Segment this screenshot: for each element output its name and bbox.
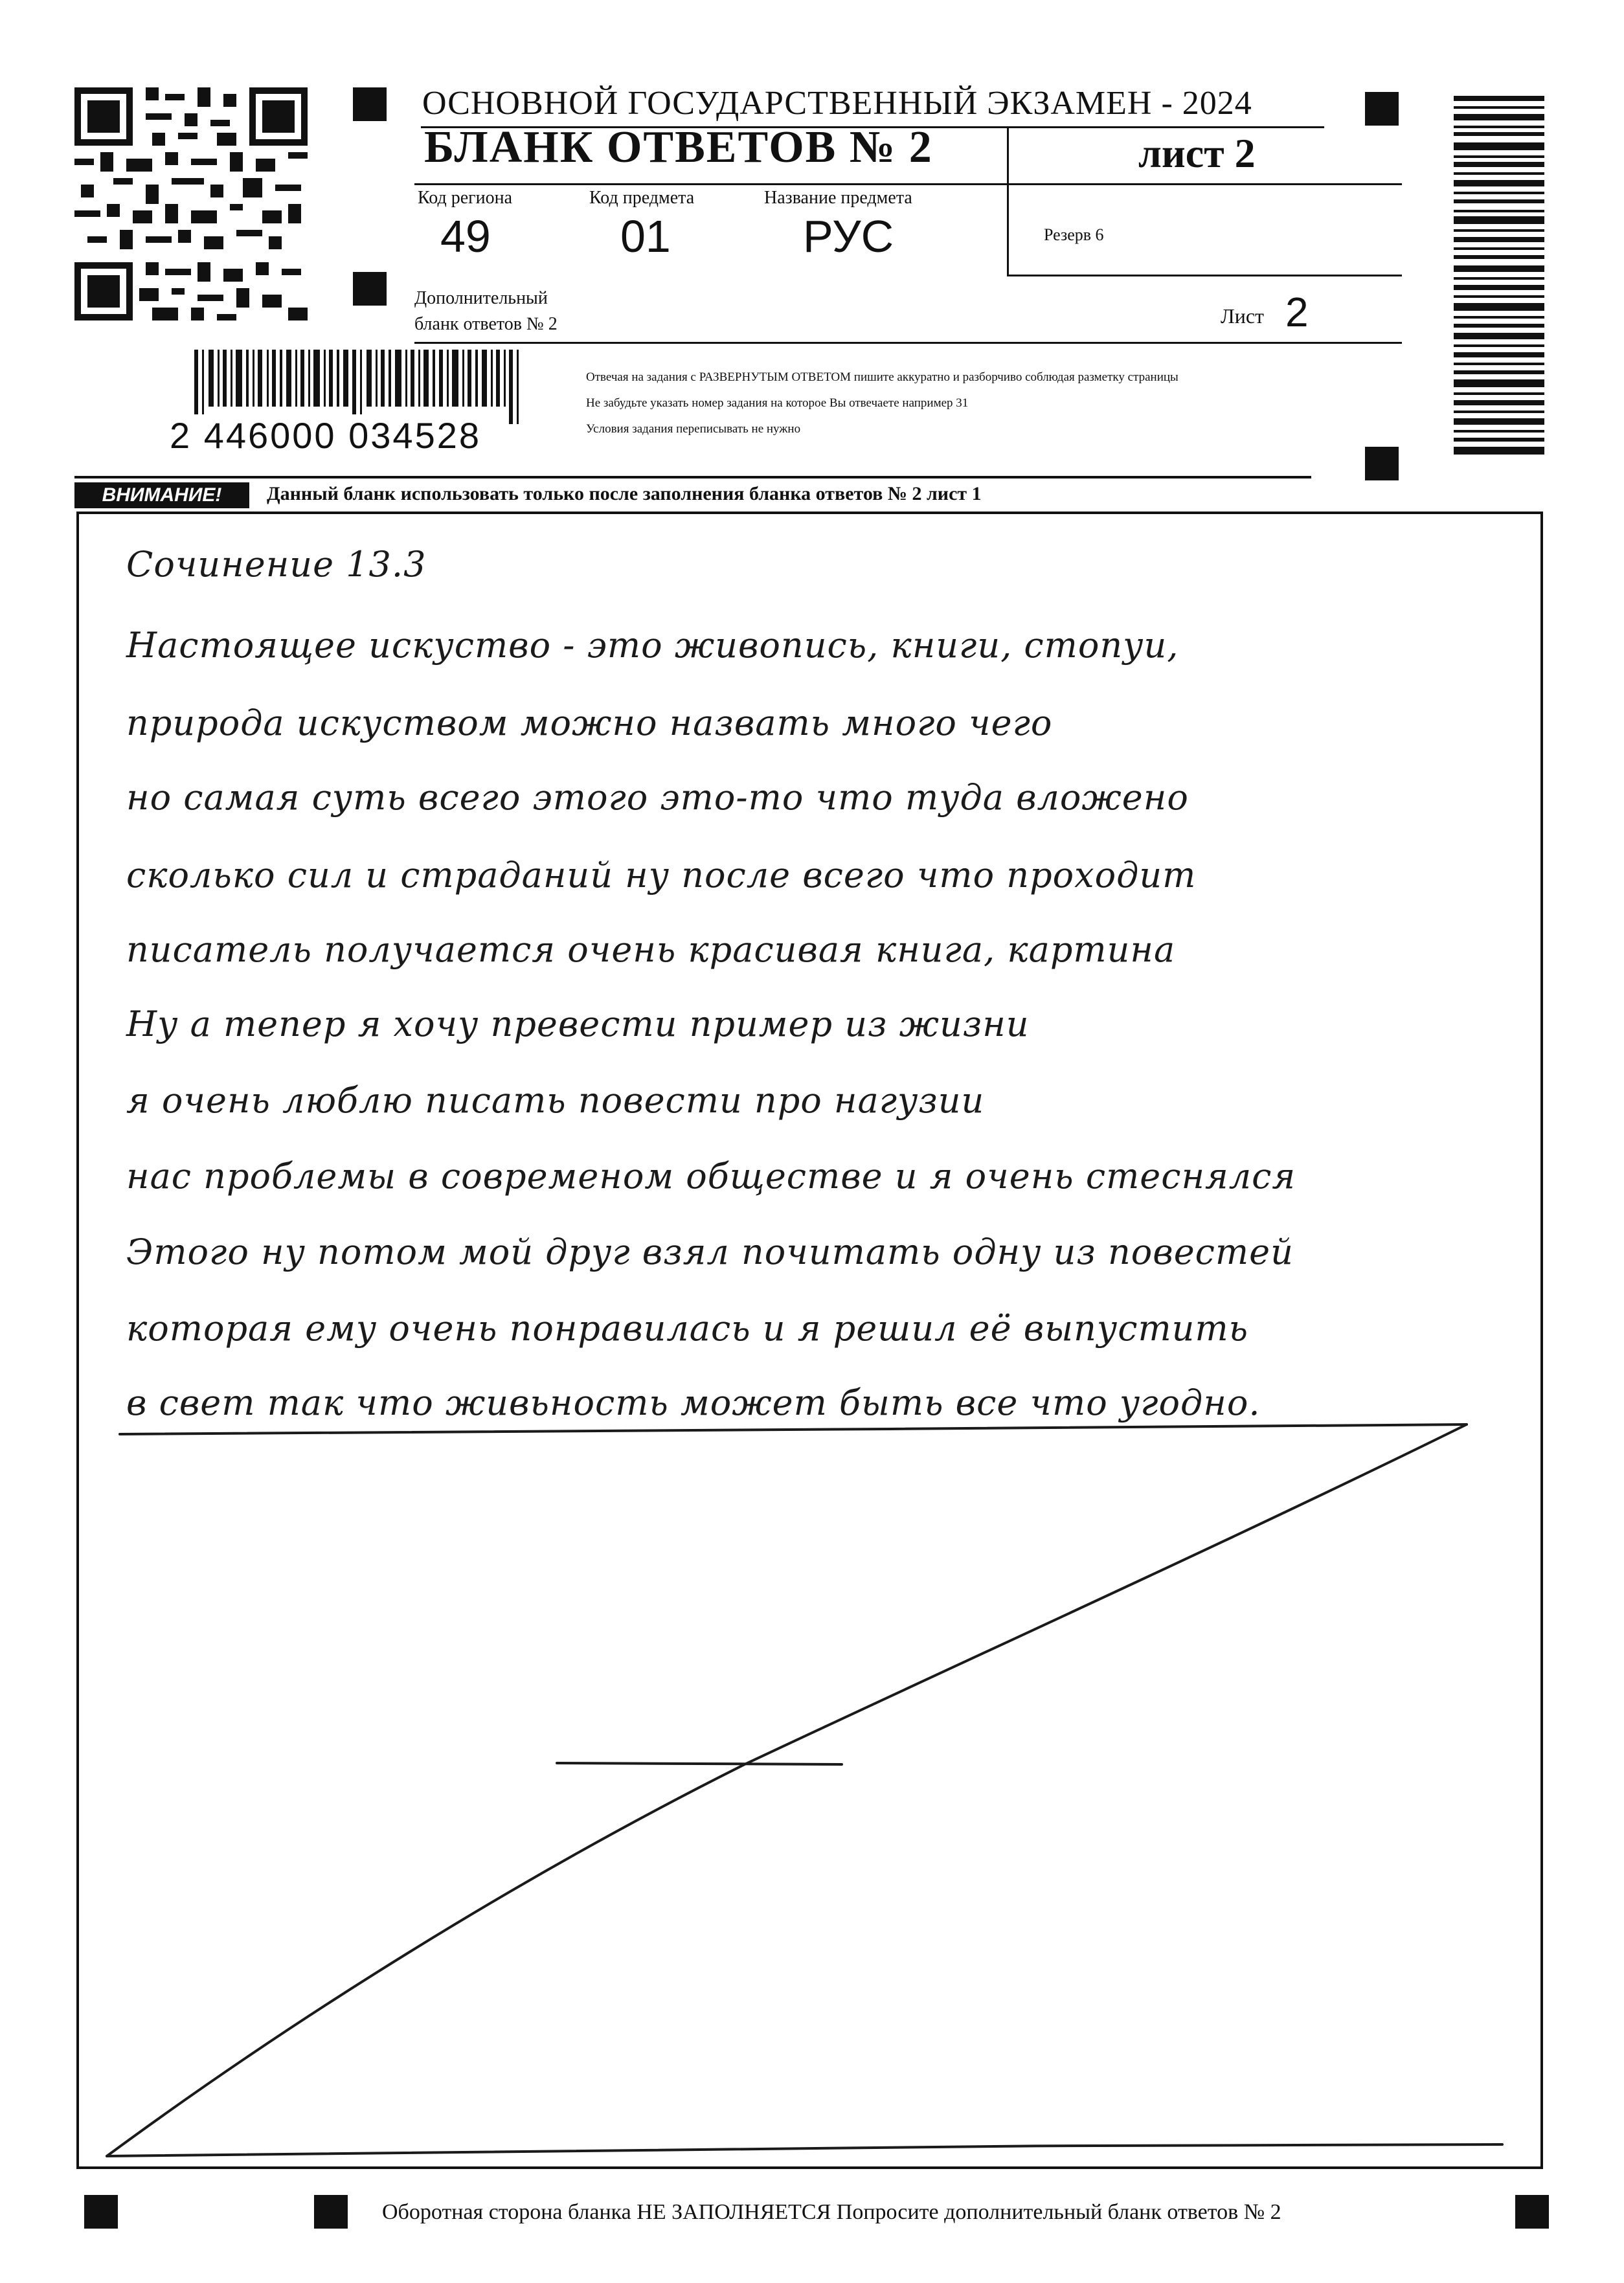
answer-line: сколько сил и страданий ну после всего что проходит bbox=[126, 855, 1197, 895]
exam-title: ОСНОВНОЙ ГОСУДАРСТВЕННЫЙ ЭКЗАМЕН - 2024 bbox=[422, 85, 1252, 122]
warning-badge: ВНИМАНИЕ! bbox=[74, 482, 249, 508]
reserve-label: Резерв 6 bbox=[1044, 225, 1104, 244]
answer-line: Сочинение 13.3 bbox=[126, 544, 427, 585]
side-barcode-icon bbox=[1454, 96, 1544, 458]
answer-line: Этого ну потом мой друг взял почитать одну из повестей bbox=[126, 1231, 1294, 1272]
sheet-no-label: Лист bbox=[1221, 304, 1265, 328]
registration-marker bbox=[1515, 2195, 1549, 2229]
divider bbox=[1007, 128, 1009, 276]
subject-code-label: Код предмета bbox=[589, 188, 695, 208]
registration-marker bbox=[353, 87, 387, 121]
subject-name-label: Название предмета bbox=[764, 188, 912, 208]
barcode-icon bbox=[194, 350, 531, 424]
instruction-line: Условия задания переписывать не нужно bbox=[586, 422, 801, 436]
answer-line: я очень люблю писать повести про нагузии bbox=[126, 1080, 985, 1121]
region-value: 49 bbox=[440, 211, 491, 262]
additional-label: Дополнительный bbox=[414, 288, 548, 308]
divider bbox=[1007, 275, 1402, 276]
answer-line: в свет так что живьность может быть все что угодно. bbox=[126, 1382, 1261, 1423]
divider bbox=[414, 183, 1402, 185]
instruction-line: Не забудьте указать номер задания на которое Вы отвечаете например 31 bbox=[586, 396, 969, 410]
instruction-line: Отвечая на задания с РАЗВЕРНУТЫМ ОТВЕТОМ пишите аккуратно и разборчиво соблюдая разметку страницы bbox=[586, 370, 1179, 384]
footer-note: Оборотная сторона бланка НЕ ЗАПОЛНЯЕТСЯ Попросите дополнительный бланк ответов № 2 bbox=[382, 2200, 1281, 2224]
warning-text: Данный бланк использовать только после заполнения бланка ответов № 2 лист 1 bbox=[267, 483, 982, 504]
subject-code-value: 01 bbox=[620, 211, 671, 262]
barcode-number: 2 446000 034528 bbox=[167, 414, 484, 456]
form-title: БЛАНК ОТВЕТОВ № 2 bbox=[424, 122, 933, 172]
additional-label: бланк ответов № 2 bbox=[414, 314, 558, 334]
registration-marker bbox=[1365, 447, 1399, 480]
answer-line: нас проблемы в современом обществе и я очень стеснялся bbox=[126, 1156, 1296, 1197]
registration-marker bbox=[353, 272, 387, 306]
region-label: Код региона bbox=[418, 188, 513, 208]
divider bbox=[74, 476, 1311, 478]
answer-line: природа искуством можно назвать много чего bbox=[126, 703, 1053, 743]
sheet-label: лист 2 bbox=[1138, 130, 1256, 176]
sheet-no-value: 2 bbox=[1285, 289, 1309, 335]
answer-line: Настоящее искуство - это живопись, книги, стопуи, bbox=[126, 625, 1179, 666]
registration-marker bbox=[84, 2195, 118, 2229]
answer-line: но самая суть всего этого это-то что туда вложено bbox=[126, 777, 1189, 818]
divider bbox=[414, 342, 1402, 344]
registration-marker bbox=[1365, 92, 1399, 126]
subject-name-value: РУС bbox=[803, 211, 894, 262]
answer-line: писатель получается очень красивая книга, картина bbox=[126, 929, 1176, 970]
answer-line: Ну а тепер я хочу превести пример из жизни bbox=[126, 1004, 1030, 1044]
answer-line: которая ему очень понравилась и я решил её выпустить bbox=[126, 1308, 1249, 1349]
qr-code-icon bbox=[74, 87, 308, 321]
registration-marker bbox=[314, 2195, 348, 2229]
